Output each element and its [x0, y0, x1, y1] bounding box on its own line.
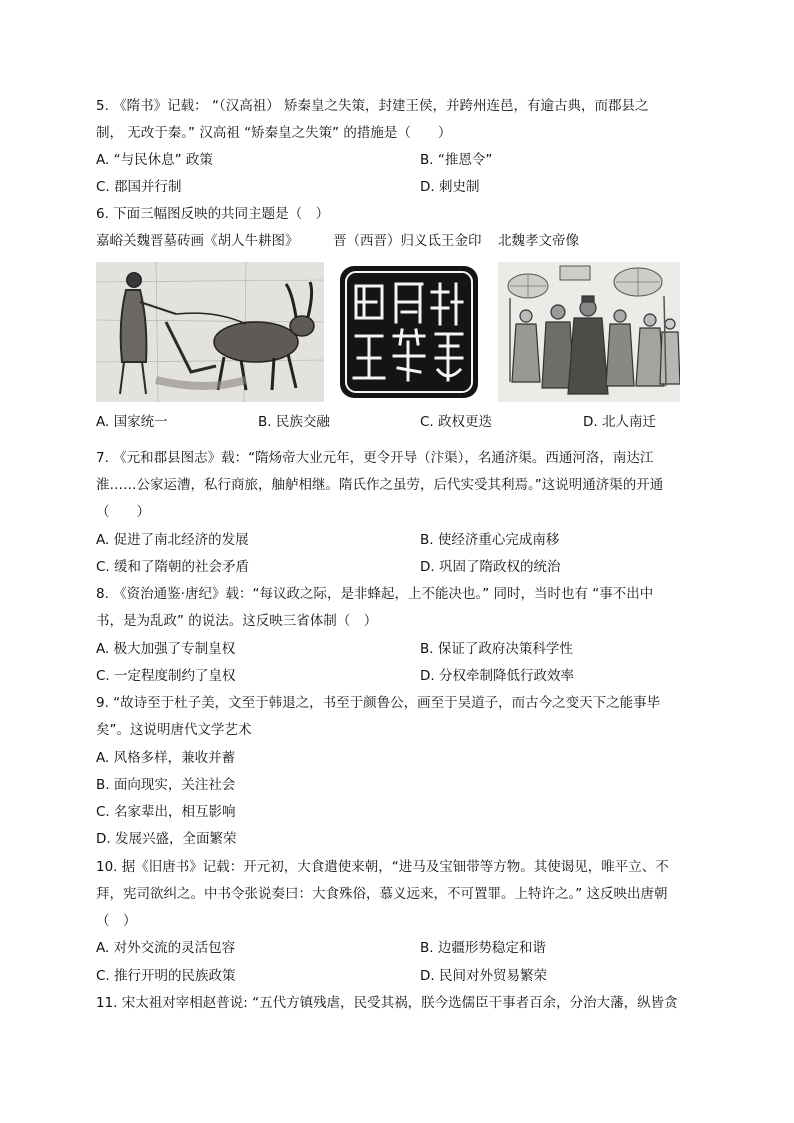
q8-stem-line2: 书，是为乱政” 的说法。这反映三省体制（ ） [96, 613, 378, 629]
q7-option-b: B. 使经济重心完成南移 [420, 532, 560, 548]
q9-stem-line2: 矣”。这说明唐代文学艺术 [96, 722, 252, 738]
q7-option-c: C. 缓和了隋朝的社会矛盾 [96, 559, 250, 575]
q8-option-d: D. 分权牵制降低行政效率 [420, 668, 574, 684]
q10-option-a: A. 对外交流的灵活包容 [96, 940, 236, 956]
q10-option-c: C. 推行开明的民族政策 [96, 968, 236, 984]
q7-stem-line1: 7. 《元和郡县图志》载：“隋炀帝大业元年，更令开导（汴渠），名通济渠。西通河洛，南达江 [96, 450, 654, 466]
q8-option-b: B. 保证了政府决策科学性 [420, 641, 573, 657]
q5-option-c: C. 郡国并行制 [96, 179, 182, 195]
q7-stem-line3: （ ） [96, 504, 150, 520]
q8-option-a: A. 极大加强了专制皇权 [96, 641, 236, 657]
q10-stem-line1: 10. 据《旧唐书》记载：开元初，大食遣使来朝，“进马及宝钿带等方物。其使谒见，唯平立、不 [96, 859, 669, 875]
q6-stem: 6. 下面三幅图反映的共同主题是（ ） [96, 206, 330, 222]
q10-stem-line2: 拜，宪司欲纠之。中书令张说奏曰：大食殊俗，慕义远来，不可置罪。上特许之。” 这反映出唐朝 [96, 886, 668, 902]
q7-stem-line2: 淮……公家运漕，私行商旅，舳舻相继。隋氏作之虽劳，后代实受其利焉。”这说明通济渠的开通 [96, 477, 664, 493]
q9-option-d: D. 发展兴盛，全面繁荣 [96, 831, 237, 847]
q5-stem-line1: 5. 《隋书》记载： “（汉高祖） 矫秦皇之失策，封建王侯，并跨州连邑，有逾古典，而郡县之 [96, 98, 649, 114]
q6-option-b: B. 民族交融 [258, 414, 330, 430]
q6-caption-1: 嘉峪关魏晋墓砖画《胡人牛耕图》 [96, 233, 299, 249]
q11-stem-line1: 11. 宋太祖对宰相赵普说: “五代方镇残虐，民受其祸，朕今选儒臣干事者百余，分治大藩，纵皆贪 [96, 995, 678, 1011]
q6-option-c: C. 政权更迭 [420, 414, 493, 430]
q5-option-d: D. 刺史制 [420, 179, 480, 195]
q10-option-b: B. 边疆形势稳定和谐 [420, 940, 546, 956]
q6-option-d: D. 北人南迁 [583, 414, 656, 430]
q5-stem-line2: 制， 无改于秦。” 汉高祖 “矫秦皇之失策” 的措施是（ ） [96, 125, 452, 141]
q5-option-b: B. “推恩令” [420, 152, 493, 168]
emperor-xiaowen-procession-image [498, 262, 680, 402]
q6-caption-2: 晋（西晋）归义氐王金印 [333, 233, 482, 249]
ox-plowing-painting-image [96, 262, 324, 402]
q10-option-d: D. 民间对外贸易繁荣 [420, 968, 547, 984]
q9-option-a: A. 风格多样，兼收并蓄 [96, 750, 236, 766]
q7-option-a: A. 促进了南北经济的发展 [96, 532, 249, 548]
gold-seal-imprint-image [336, 262, 482, 402]
q8-option-c: C. 一定程度制约了皇权 [96, 668, 236, 684]
q6-option-a: A. 国家统一 [96, 414, 168, 430]
q9-stem-line1: 9. “故诗至于杜子美，文至于韩退之，书至于颜鲁公，画至于吴道子，而古今之变天下之能事毕 [96, 695, 661, 711]
q8-stem-line1: 8. 《资治通鉴·唐纪》载：“每议政之际，是非蜂起，上不能决也。” 同时，当时也有 “事不出中 [96, 586, 654, 602]
q7-option-d: D. 巩固了隋政权的统治 [420, 559, 561, 575]
q10-stem-line3: （ ） [96, 913, 137, 929]
q9-option-c: C. 名家辈出，相互影响 [96, 804, 236, 820]
q9-option-b: B. 面向现实，关注社会 [96, 777, 236, 793]
q6-caption-3: 北魏孝文帝像 [498, 233, 579, 249]
q5-option-a: A. “与民休息” 政策 [96, 152, 213, 168]
